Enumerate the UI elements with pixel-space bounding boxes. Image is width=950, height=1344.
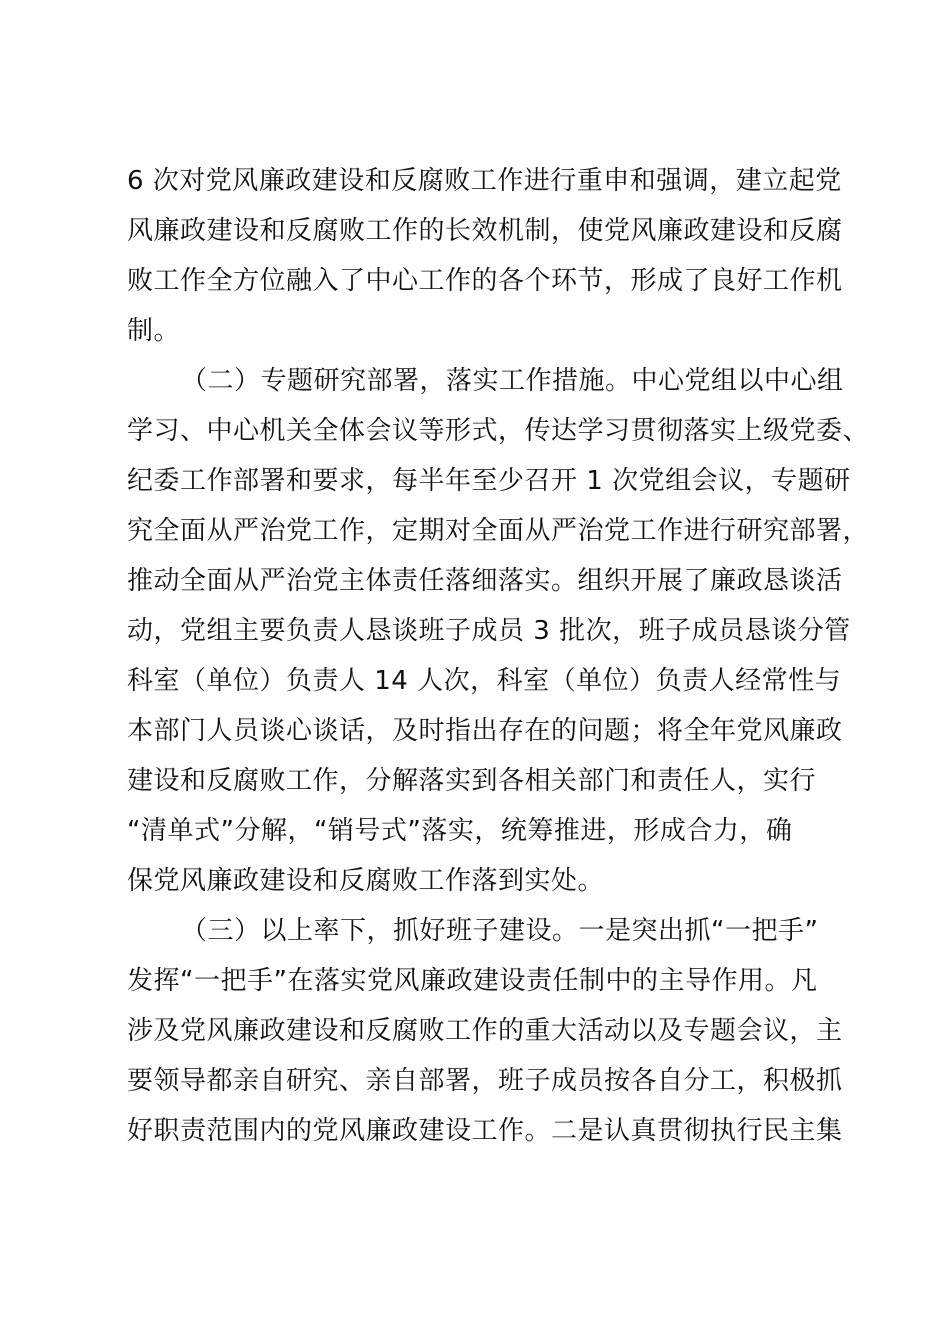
text-line: 动，党组主要负责人恳谈班子成员 3 批次，班子成员恳谈分管 — [127, 616, 851, 646]
text-line: 发挥“一把手”在落实党风廉政建设责任制中的主导作用。凡 — [127, 966, 818, 996]
text-line: 要领导都亲自研究、亲自部署，班子成员按各自分工，积极抓 — [127, 1066, 843, 1096]
text-line: 推动全面从严治党主体责任落细落实。组织开展了廉政恳谈活 — [127, 566, 843, 596]
text-line: 涉及党风廉政建设和反腐败工作的重大活动以及专题会议，主 — [127, 1016, 843, 1046]
document-body — [127, 156, 870, 1156]
text-line: 本部门人员谈心谈话，及时指出存在的问题；将全年党风廉政 — [127, 716, 843, 746]
text-line: 科室（单位）负责人 14 人次，科室（单位）负责人经常性与 — [127, 666, 842, 696]
text-line: 保党风廉政建设和反腐败工作落到实处。 — [127, 866, 605, 896]
text-line: 究全面从严治党工作，定期对全面从严治党工作进行研究部署， — [127, 516, 870, 546]
text-line: 6 次对党风廉政建设和反腐败工作进行重申和强调，建立起党 — [127, 166, 842, 196]
text-line: “清单式”分解，“销号式”落实，统筹推进，形成合力，确 — [127, 816, 793, 846]
text-line: 风廉政建设和反腐败工作的长效机制，使党风廉政建设和反腐 — [127, 216, 843, 246]
text-line: 好职责范围内的党风廉政建设工作。二是认真贯彻执行民主集 — [127, 1116, 843, 1146]
text-line: 纪委工作部署和要求，每半年至少召开 1 次党组会议，专题研 — [127, 466, 851, 496]
text-line: 制。 — [127, 316, 181, 346]
text-line: （三）以上率下，抓好班子建设。一是突出抓“一把手” — [181, 916, 819, 946]
text-line: 建设和反腐败工作，分解落实到各相关部门和责任人，实行 — [127, 766, 817, 796]
text-line: 学习、中心机关全体会议等形式，传达学习贯彻落实上级党委、 — [127, 416, 870, 446]
text-line: 败工作全方位融入了中心工作的各个环节，形成了良好工作机 — [127, 266, 843, 296]
text-line: （二）专题研究部署，落实工作措施。中心党组以中心组 — [181, 366, 844, 396]
